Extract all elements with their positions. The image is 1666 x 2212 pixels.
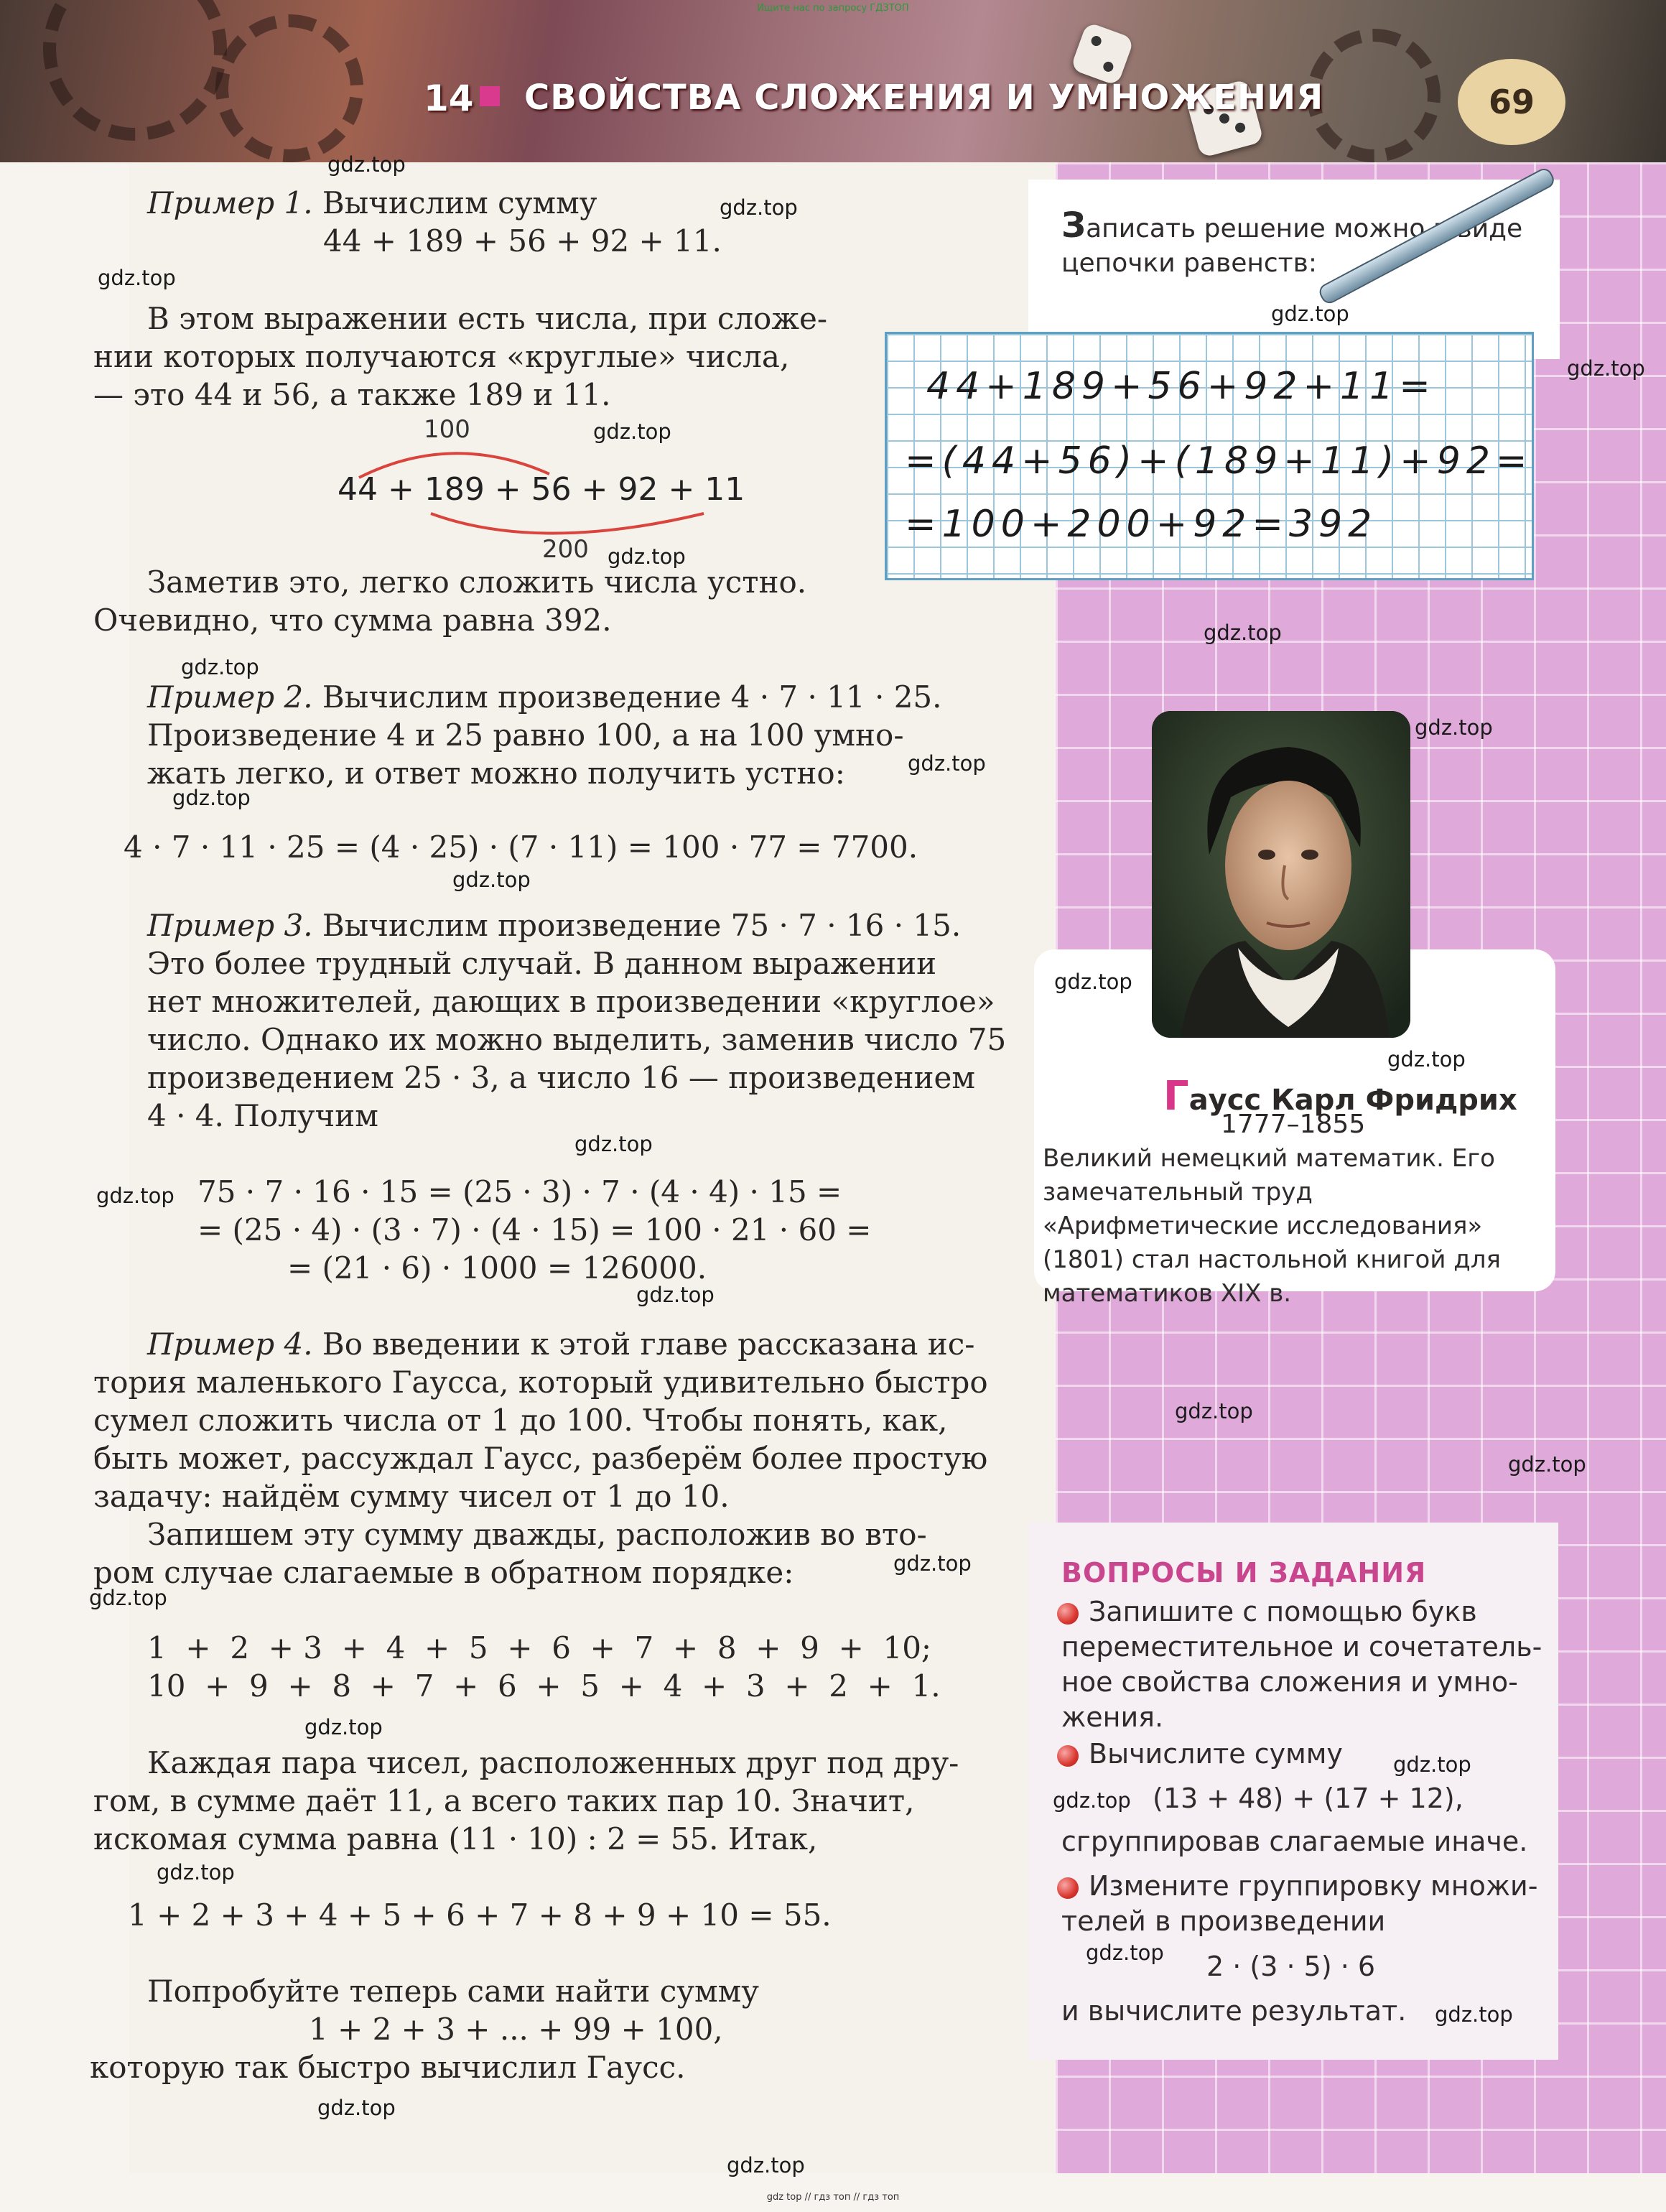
paragraph-line: жать легко, и ответ можно получить устно: [147, 756, 845, 791]
sum-row-forward: 1 + 2 + 3 + 4 + 5 + 6 + 7 + 8 + 9 + 10; [147, 1630, 932, 1665]
watermark: gdz.top [574, 1132, 653, 1156]
example-1-heading [147, 184, 597, 222]
watermark: gdz.top [1086, 1941, 1164, 1965]
portrait-image [1152, 711, 1410, 1038]
watermark: gdz.top [636, 1283, 715, 1307]
question-1-line: Запишите с помощью букв [1089, 1596, 1477, 1627]
paragraph-line: Очевидно, что сумма равна 392. [93, 603, 612, 638]
watermark: gdz.top [98, 266, 176, 290]
watermark: gdz.top [1567, 356, 1645, 381]
watermark: gdz.top [172, 786, 251, 810]
watermark: gdz.top [727, 2153, 805, 2178]
example-3-intro: Вычислим произведение 75 · 7 · 16 · 15. [312, 908, 962, 943]
paragraph-line: произведением 25 · 3, а число 16 — произведением [147, 1060, 975, 1095]
example-3-label: Пример 3. [147, 908, 313, 943]
watermark: gdz.top [1435, 2002, 1513, 2027]
question-3-line: и вычислите результат. [1061, 1995, 1407, 2027]
paragraph-line: быть может, рассуждал Гаусс, разберём более простую [93, 1441, 988, 1476]
chain-line-3: =100+200+92=392 [905, 503, 1378, 546]
question-2-line: Вычислите сумму [1089, 1738, 1343, 1770]
bio-name-text: аусс Карл Фридрих [1188, 1084, 1517, 1117]
paragraph-line: число. Однако их можно выделить, заменив число 75 [147, 1022, 1007, 1057]
bullet-icon [1057, 1745, 1079, 1767]
paragraph-line: В этом выражении есть числа, при сложе- [147, 301, 828, 336]
bottom-watermark: gdz top // гдз топ // гдз топ [766, 2192, 900, 2203]
bio-text: Великий немецкий математик. Его замечательный труд «Арифметические исследования» (1801) стал настольной книгой для математиков XIX в. [1043, 1144, 1501, 1308]
watermark: gdz.top [1054, 970, 1132, 994]
bullet-icon [1057, 1877, 1079, 1899]
example-3-formula-line: 75 · 7 · 16 · 15 = (25 · 3) · 7 · (4 · 4) · 15 = [197, 1174, 842, 1209]
example-1-label: Пример 1. [147, 185, 313, 220]
question-2-line: сгруппировав слагаемые иначе. [1061, 1826, 1528, 1857]
brace-top-sum: 100 [424, 415, 470, 444]
paragraph-line: нии которых получаются «круглые» числа, [93, 339, 790, 374]
paragraph-line: ром случае слагаемые в обратном порядке: [93, 1555, 794, 1590]
watermark: gdz.top [1387, 1047, 1466, 1072]
drop-cap: З [1061, 205, 1086, 246]
question-1-line: жения. [1061, 1701, 1164, 1733]
brace-bottom-sum: 200 [542, 535, 589, 564]
paragraph-line: искомая сумма равна (11 · 10) : 2 = 55. Итак, [93, 1821, 818, 1856]
chapter-square-icon [480, 86, 500, 106]
question-1-line: ное свойства сложения и умно- [1061, 1666, 1518, 1698]
paragraph-line: Заметив это, легко сложить числа устно. [147, 564, 807, 600]
question-1-line: переместительное и сочетатель- [1061, 1631, 1542, 1663]
watermark: gdz.top [908, 751, 986, 776]
paragraph-line: Это более трудный случай. В данном выражении [147, 946, 937, 981]
example-2-intro: Вычислим произведение 4 · 7 · 11 · 25. [312, 679, 942, 715]
example-3-formula-line: = (25 · 4) · (3 · 7) · (4 · 15) = 100 · 21 · 60 = [197, 1212, 872, 1247]
watermark: gdz.top [1204, 621, 1282, 645]
example-3-formula-line: = (21 · 6) · 1000 = 126000. [287, 1250, 707, 1286]
paragraph-line: Произведение 4 и 25 равно 100, а на 100 умно- [147, 717, 904, 753]
paragraph-line: нет множителей, дающих в произведении «круглое» [147, 984, 995, 1019]
questions-title: ВОПРОСЫ И ЗАДАНИЯ [1061, 1557, 1427, 1589]
watermark: gdz.top [96, 1184, 174, 1208]
watermark: gdz.top [720, 195, 798, 220]
example-2-formula: 4 · 7 · 11 · 25 = (4 · 25) · (7 · 11) = 100 · 77 = 7700. [124, 830, 918, 865]
bio-years: 1777–1855 [1221, 1110, 1366, 1139]
watermark: gdz.top [1053, 1788, 1131, 1813]
watermark: gdz.top [1175, 1399, 1253, 1423]
watermark: gdz.top [893, 1551, 972, 1576]
example-2-heading [147, 678, 942, 716]
chain-line-1: 44+189+56+92+11= [926, 365, 1436, 408]
paragraph-line: Каждая пара чисел, расположенных друг под дру- [147, 1745, 959, 1780]
example-4-result: 1 + 2 + 3 + 4 + 5 + 6 + 7 + 8 + 9 + 10 = 55. [128, 1897, 832, 1933]
top-watermark: Ищите нас по запросу ГДЗТОП [757, 3, 909, 14]
brace-expression: 44 + 189 + 56 + 92 + 11 [338, 471, 745, 508]
watermark: gdz.top [304, 1715, 383, 1739]
watermark: gdz.top [317, 2096, 396, 2120]
example-3-heading [147, 906, 961, 944]
chain-line-2: =(44+56)+(189+11)+92= [905, 440, 1533, 483]
gauss-portrait [1152, 711, 1410, 1038]
chain-intro-text: аписать решение можно в виде цепочки равенств: [1061, 214, 1523, 278]
question-2-expression: (13 + 48) + (17 + 12), [1153, 1783, 1463, 1814]
gear-icon [1307, 29, 1441, 162]
watermark: gdz.top [89, 1586, 167, 1610]
bio-drop-cap: Г [1163, 1073, 1189, 1120]
watermark: gdz.top [157, 1860, 235, 1885]
watermark: gdz.top [593, 419, 671, 444]
example-4-intro: Во введении к этой главе рассказана ис- [312, 1326, 975, 1362]
paragraph-line: — это 44 и 56, а также 189 и 11. [93, 377, 611, 412]
chapter-title: СВОЙСТВА СЛОЖЕНИЯ И УМНОЖЕНИЯ [524, 78, 1324, 118]
paragraph-line: Попробуйте теперь сами найти сумму [147, 1974, 760, 2009]
example-4-formula: 1 + 2 + 3 + ... + 99 + 100, [309, 2012, 723, 2047]
watermark: gdz.top [327, 152, 406, 177]
example-1-expression: 44 + 189 + 56 + 92 + 11. [323, 223, 722, 259]
paragraph-line: задачу: найдём сумму чисел от 1 до 10. [93, 1479, 730, 1514]
example-4-heading [147, 1325, 974, 1363]
example-4-label: Пример 4. [147, 1326, 313, 1362]
paragraph-line: Запишем эту сумму дважды, расположив во вто- [147, 1517, 927, 1552]
paragraph-line: 4 · 4. Получим [147, 1098, 378, 1133]
dice-icon [1070, 22, 1135, 86]
gear-icon [215, 14, 363, 162]
page-number: 69 [1458, 59, 1565, 145]
watermark: gdz.top [1271, 302, 1349, 326]
question-3-expression: 2 · (3 · 5) · 6 [1206, 1951, 1376, 1982]
question-3-line: телей в произведении [1061, 1905, 1386, 1937]
paragraph-line: сумел сложить числа от 1 до 100. Чтобы понять, как, [93, 1403, 948, 1438]
bullet-icon [1057, 1603, 1079, 1625]
chapter-number: 14 [424, 78, 474, 119]
example-1-intro: Вычислим сумму [312, 185, 597, 220]
gear-icon [43, 0, 227, 141]
watermark: gdz.top [181, 655, 259, 679]
question-3-line: Измените группировку множи- [1089, 1870, 1538, 1902]
watermark: gdz.top [452, 868, 531, 892]
sum-row-reverse: 10 + 9 + 8 + 7 + 6 + 5 + 4 + 3 + 2 + 1. [147, 1668, 941, 1704]
watermark: gdz.top [1393, 1752, 1471, 1777]
paragraph-line: тория маленького Гаусса, который удивительно быстро [93, 1365, 988, 1400]
example-2-label: Пример 2. [147, 679, 313, 715]
watermark: gdz.top [1415, 715, 1493, 740]
paragraph-line: которую так быстро вычислил Гаусс. [90, 2050, 686, 2085]
paragraph-line: гом, в сумме даёт 11, а всего таких пар 10. Значит, [93, 1783, 915, 1818]
lower-brace-arc [431, 514, 704, 534]
watermark: gdz.top [1508, 1452, 1586, 1477]
watermark: gdz.top [608, 544, 686, 569]
